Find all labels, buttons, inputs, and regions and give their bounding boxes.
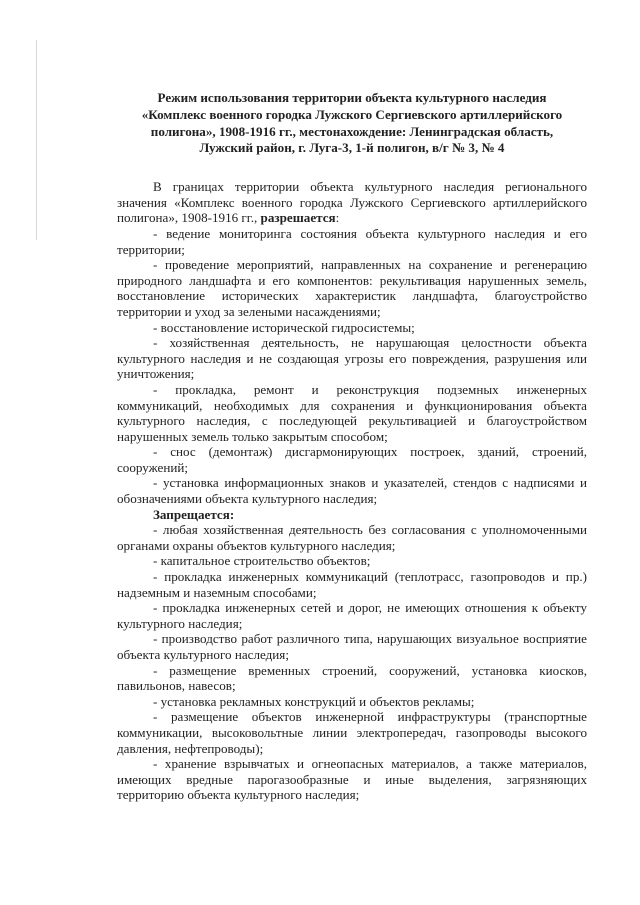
intro-paragraph (117, 179, 587, 226)
allowed-item: - снос (демонтаж) дисгармонирующих построек, зданий, строений, сооружений; (117, 444, 587, 475)
allowed-item: - установка информационных знаков и указателей, стендов с надписями и обозначениями объекта культурного наследия; (117, 475, 587, 507)
prohibited-item: - хранение взрывчатых и огнеопасных материалов, а также материалов, имеющих вредные парогазообразные и иные выделения, загрязняющих территорию объекта культурного наследия; (117, 756, 587, 803)
intro-text: В границах территории объекта культурного наследия регионального значения «Комплекс военного городка Лужского Сергиевского артиллерийского полигона», 1908-1916 гг., (117, 179, 587, 226)
title-line: полигона», 1908-1916 гг., местонахождение: Ленинградская область, (150, 123, 554, 139)
intro-tail: : (335, 210, 340, 226)
scan-edge-mark (36, 40, 37, 240)
allowed-item: - восстановление исторической гидросистемы; (153, 319, 415, 335)
title-line: Лужский район, г. Луга-3, 1-й полигон, в/г № 3, № 4 (199, 140, 505, 156)
title-line: Режим использования территории объекта культурного наследия (157, 90, 547, 105)
prohibited-item: - прокладка инженерных сетей и дорог, не имеющих отношения к объекту культурного наследия; (117, 600, 587, 631)
prohibited-item: - производство работ различного типа, нарушающих визуальное восприятие объекта культурного наследия; (117, 631, 587, 662)
prohibited-list (117, 522, 587, 803)
prohibited-item: - капитальное строительство объектов; (153, 553, 371, 569)
allowed-item: - хозяйственная деятельность, не нарушающая целостности объекта культурного наследия и не создающая угрозы его повреждения, разрушения или уничтожения; (117, 335, 587, 382)
allowed-keyword: разрешается (260, 210, 336, 226)
prohibited-item: - прокладка инженерных коммуникаций (теплотрасс, газопроводов и пр.) надземным и наземным способами; (117, 569, 587, 600)
document-title (117, 90, 587, 157)
prohibited-item: - любая хозяйственная деятельность без согласования с уполномоченными органами охраны объектов культурного наследия; (117, 522, 587, 553)
allowed-item: - ведение мониторинга состояния объекта культурного наследия и его территории; (117, 225, 587, 257)
allowed-list (117, 226, 587, 507)
prohibited-item: - размещение временных строений, сооружений, установка киосков, павильонов, навесов; (117, 662, 587, 694)
prohibited-item: - размещение объектов инженерной инфраструктуры (транспортные коммуникации, высоковольтные линии электропередач, газопроводы высокого давления, нефтепроводы); (117, 709, 587, 756)
title-line: «Комплекс военного городка Лужского Сергиевского артиллерийского (141, 106, 563, 122)
allowed-item: - проведение мероприятий, направленных на сохранение и регенерацию природного ландшафта и его компонентов: рекультивация нарушенных земель, восстановление исторических характеристик ландшафта, благоустройство территории и уход за зелеными насаждениями; (117, 257, 587, 319)
prohibited-heading: Запрещается: (153, 506, 235, 522)
prohibited-item: - установка рекламных конструкций и объектов рекламы; (153, 693, 475, 709)
document-page (117, 90, 587, 803)
allowed-item: - прокладка, ремонт и реконструкция подземных инженерных коммуникаций, необходимых для сохранения и функционирования объекта культурного наследия, с последующей рекультивацией и благоустройством нарушенных земель только закрытым способом; (117, 381, 587, 444)
